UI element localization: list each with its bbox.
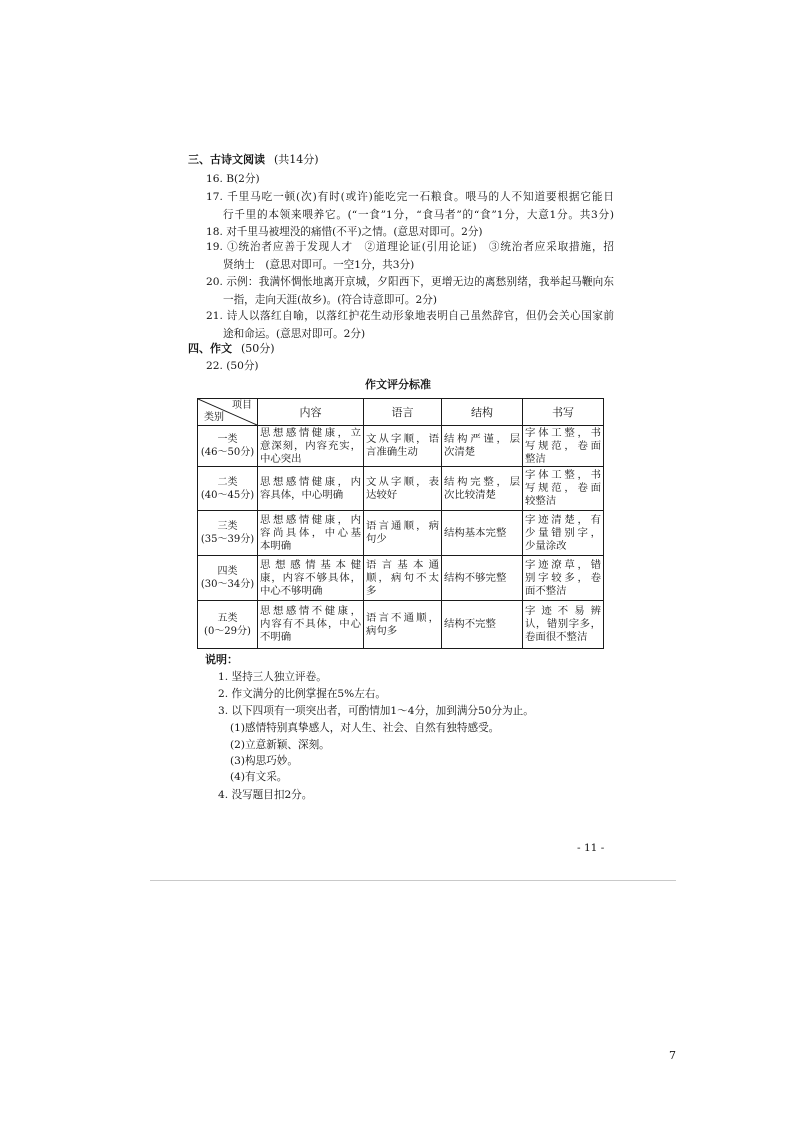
criteria-cell-language: [364, 601, 442, 649]
grade-label: 五类: [217, 612, 238, 624]
criteria-line: 思想感情健康，内: [260, 513, 361, 526]
criteria-cell-writing: [523, 601, 604, 649]
criteria-line: 意深刻，内容充实，: [260, 439, 361, 452]
criteria-cell-content: [258, 426, 364, 467]
criteria-line: 字体工整，书: [525, 469, 601, 481]
criteria-line: 容尚具体，中心基: [260, 526, 361, 539]
note-sub-item: (4)有文采。: [230, 771, 288, 783]
scoring-table: [197, 398, 604, 649]
criteria-cell-content: [258, 467, 364, 511]
note-sub-item: (3)构思巧妙。: [230, 755, 298, 767]
scoring-table-body: [198, 426, 604, 649]
answer-19-line-1: 19. ①统治者应善于发现人才 ②道理论证(引用论证) ③统治者应采取措施，招: [206, 241, 614, 253]
criteria-line: 句少: [366, 533, 387, 545]
criteria-line: 病句多: [366, 624, 398, 637]
header-row: [198, 399, 604, 426]
criteria-cell-writing: [523, 556, 604, 601]
criteria-line: 多: [366, 584, 377, 597]
criteria-cell-language: [364, 426, 442, 467]
criteria-cell-structure: [442, 556, 523, 601]
criteria-cell-structure: [442, 426, 523, 467]
criteria-cell-structure: [442, 601, 523, 649]
criteria-line: 内容有不具体，中心: [260, 618, 361, 630]
criteria-line: 本明确: [260, 539, 292, 552]
criteria-cell-writing: [523, 426, 604, 467]
criteria-cell-content: [258, 601, 364, 649]
criteria-line: 不明确: [260, 631, 292, 643]
criteria-line: 字迹潦草，错: [525, 558, 601, 571]
criteria-line: 字体工整，书: [525, 426, 601, 439]
criteria-line: 思想感情健康，内: [260, 475, 361, 488]
scoring-row: [198, 601, 604, 649]
scan-divider-line: [150, 880, 676, 881]
criteria-line: 字迹清楚，有: [525, 513, 601, 526]
scoring-row: [198, 426, 604, 467]
note-item: 4. 没写题目扣2分。: [218, 789, 313, 801]
grade-label: 一类: [217, 434, 238, 445]
criteria-line: 中心突出: [260, 452, 302, 465]
criteria-line: 结构不够完整: [444, 571, 507, 584]
answer-17-line-1: 17. 千里马吃一顿(次)有时(或许)能吃完一石粮食。喂马的人不知道要根据它能日: [206, 191, 614, 203]
criteria-line: 卷面很不整洁: [525, 631, 588, 643]
criteria-line: 次比较清楚: [444, 488, 496, 501]
notes-heading: 说明：: [205, 653, 238, 666]
scoring-table-header: [198, 399, 604, 426]
criteria-line: 中心不够明确: [260, 584, 323, 597]
section-title: 四、作文: [188, 342, 232, 355]
scoring-row: [198, 467, 604, 511]
grade-cell: [198, 426, 258, 467]
criteria-cell-language: [364, 511, 442, 556]
section-score: (50分): [241, 342, 275, 355]
section-title: 三、古诗文阅读: [188, 153, 265, 166]
criteria-line: 思想感情基本健: [260, 558, 361, 571]
criteria-line: 文从字顺，语: [366, 433, 439, 445]
criteria-line: 少量涂改: [525, 539, 567, 552]
answer-19-line-2: 贤纳士 (意思对即可。一空1分，共3分): [223, 259, 415, 271]
note-item: 2. 作文满分的比例掌握在5%左右。: [218, 688, 386, 700]
criteria-line: 达较好: [366, 488, 398, 501]
criteria-line: 写规范，卷面: [525, 482, 601, 494]
grade-score-range: (46～50分): [200, 447, 255, 458]
scoring-row: [198, 556, 604, 601]
corner-label-item: 项目: [232, 400, 252, 411]
criteria-line: 结构严谨，层: [444, 433, 520, 445]
corner-label-category: 类别: [204, 412, 224, 423]
criteria-cell-content: [258, 511, 364, 556]
answer-16: 16. B(2分): [206, 173, 260, 185]
criteria-cell-writing: [523, 467, 604, 511]
section-heading-composition: [188, 342, 275, 356]
grade-score-range: (40～45分): [200, 489, 255, 501]
note-item: 3. 以下四项有一项突出者，可酌情加1～4分，加到满分50分为止。: [218, 705, 534, 717]
answer-17-line-2: 行千里的本领来喂养它。(“一食”1分，“食马者”的“食”1分，大意1分。共3分): [223, 209, 614, 221]
criteria-line: 面不整洁: [525, 584, 567, 597]
criteria-cell-structure: [442, 511, 523, 556]
section-score: (共14分): [274, 153, 319, 166]
page-number: 7: [669, 1049, 676, 1062]
criteria-line: 较整洁: [525, 495, 557, 507]
answer-22: 22. (50分): [206, 360, 259, 372]
criteria-line: 写规范，卷面: [525, 439, 601, 452]
criteria-line: 文从字顺，表: [366, 475, 439, 488]
grade-cell: [198, 511, 258, 556]
grade-cell: [198, 601, 258, 649]
criteria-line: 容具体，中心明确: [260, 488, 344, 501]
criteria-line: 语言不通顺，: [366, 611, 439, 624]
criteria-line: 结构不完整: [444, 618, 496, 630]
column-header-language: 语言: [364, 399, 442, 426]
answer-21-line-2: 途和命运。(意思对即可。2分): [223, 328, 366, 340]
scan-page-number: - 11 -: [577, 842, 605, 854]
grade-label: 三类: [217, 521, 238, 532]
criteria-line: 整洁: [525, 452, 546, 465]
column-header-writing: 书写: [523, 399, 604, 426]
criteria-line: 思想感情不健康，: [260, 605, 361, 617]
answer-21-line-1: 21. 诗人以落红自喻，以落红护花生动形象地表明自己虽然辞官，但仍会关心国家前: [206, 310, 614, 322]
table-title: 作文评分标准: [365, 378, 431, 391]
criteria-line: 结构基本完整: [444, 526, 507, 539]
corner-cell: [198, 399, 258, 426]
criteria-line: 语言通顺，病: [366, 520, 439, 532]
criteria-cell-content: [258, 556, 364, 601]
section-heading-classical-poetry: [188, 153, 319, 167]
answer-18: 18. 对千里马被埋没的痛惜(不平)之情。(意思对即可。2分): [206, 226, 483, 238]
criteria-line: 思想感情健康，立: [260, 426, 361, 439]
grade-label: 四类: [217, 566, 238, 577]
criteria-line: 言准确生动: [366, 446, 418, 458]
criteria-line: 语言基本通: [366, 558, 439, 571]
criteria-line: 结构完整，层: [444, 475, 520, 488]
note-item: 1. 坚持三人独立评卷。: [218, 671, 327, 683]
criteria-line: 康，内容不够具体，: [260, 571, 361, 584]
grade-score-range: (35～39分): [200, 534, 255, 545]
note-sub-item: (2)立意新颖、深刻。: [230, 739, 330, 751]
grade-score-range: (30～34分): [200, 579, 255, 590]
column-header-content: 内容: [258, 399, 364, 426]
grade-score-range: (0～29分): [204, 625, 251, 637]
criteria-cell-writing: [523, 511, 604, 556]
criteria-line: 顺，病句不太: [366, 571, 439, 584]
answer-20-line-2: 一指，走向天涯(故乡)。(符合诗意即可。2分): [223, 294, 437, 306]
answer-20-line-1: 20. 示例：我满怀惆怅地离开京城，夕阳西下，更增无边的离愁别绪，我举起马鞭向东: [206, 276, 614, 288]
grade-label: 二类: [217, 476, 238, 488]
criteria-line: 字迹不易辨: [525, 605, 601, 617]
criteria-cell-structure: [442, 467, 523, 511]
criteria-line: 别字较多，卷: [525, 571, 601, 584]
grade-cell: [198, 556, 258, 601]
criteria-line: 次清楚: [444, 446, 476, 458]
scoring-row: [198, 511, 604, 556]
criteria-line: 少量错别字，: [525, 526, 601, 539]
criteria-cell-language: [364, 467, 442, 511]
criteria-line: 认，错别字多，: [525, 618, 601, 630]
note-sub-item: (1)感情特别真挚感人，对人生、社会、自然有独特感受。: [230, 722, 500, 734]
column-header-structure: 结构: [442, 399, 523, 426]
grade-cell: [198, 467, 258, 511]
criteria-cell-language: [364, 556, 442, 601]
